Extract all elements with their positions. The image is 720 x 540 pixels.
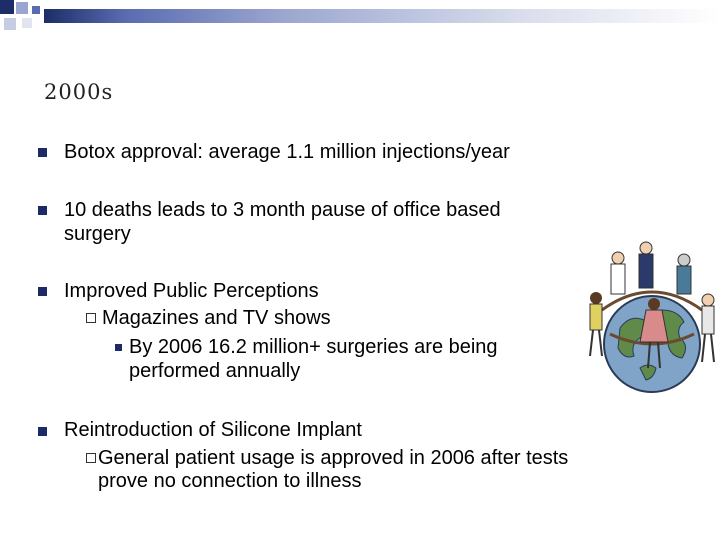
corner-square-light (4, 18, 16, 30)
subsub-bullet-marker (115, 344, 122, 351)
slide-title: 2000s (44, 80, 114, 104)
bullet-text-line2: surgery (64, 223, 131, 245)
bullet-marker (38, 206, 47, 215)
sub-bullet-marker (86, 313, 96, 323)
subsub-bullet-line1: By 2006 16.2 million+ surgeries are being (129, 336, 498, 358)
corner-square-pale (22, 18, 32, 28)
sub-bullet-text: Magazines and TV shows (102, 307, 331, 329)
bullet-marker (38, 427, 47, 436)
bullet-text: Botox approval: average 1.1 million injections/year (64, 141, 510, 163)
bullet-text: Improved Public Perceptions (64, 280, 319, 302)
bullet-marker (38, 148, 47, 157)
bullet-text-line1: 10 deaths leads to 3 month pause of office based (64, 199, 501, 221)
header-gradient-bar (44, 9, 720, 23)
sub-bullet-marker (86, 453, 96, 463)
corner-square-small (32, 6, 40, 14)
bullet-marker (38, 287, 47, 296)
bullet-text: Reintroduction of Silicone Implant (64, 419, 362, 441)
subsub-bullet-line2: performed annually (129, 360, 301, 382)
corner-square-mid (16, 2, 28, 14)
people-around-globe-icon (580, 238, 720, 413)
sub-bullet-line2: prove no connection to illness (98, 470, 362, 492)
corner-square-dark (0, 0, 14, 14)
sub-bullet-line1: General patient usage is approved in 2006 after tests (98, 447, 569, 469)
